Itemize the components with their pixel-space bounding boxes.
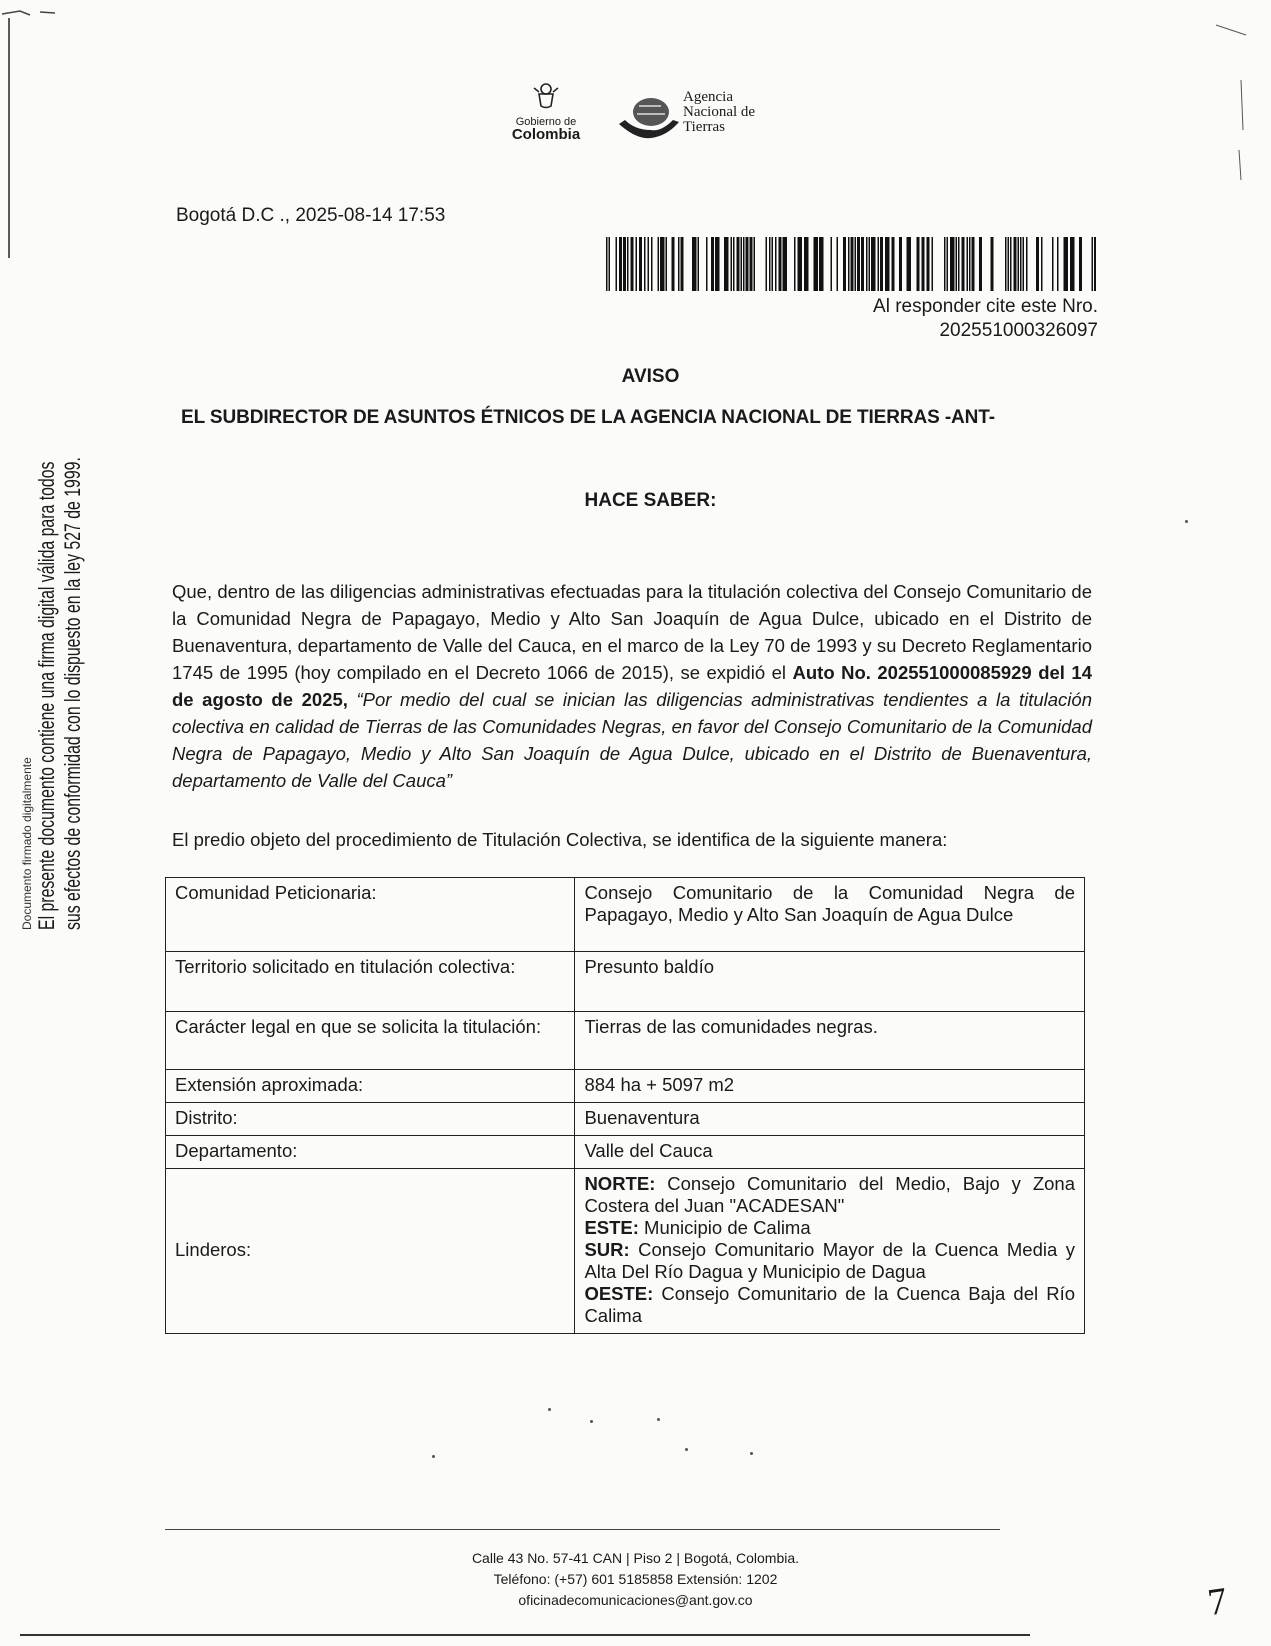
barcode-bar (1014, 237, 1017, 291)
barcode-bar (885, 237, 890, 291)
barcode-bar (769, 237, 771, 291)
barcode-bar (1064, 237, 1069, 291)
barcode-bar (1094, 237, 1096, 291)
barcode-bar (804, 237, 809, 291)
gob-line1: Gobierno de (515, 116, 577, 128)
barcode-bar (623, 237, 626, 291)
barcode-bar (1052, 237, 1054, 291)
handwritten-page-number: 7 (1205, 1579, 1230, 1625)
sur-label: SUR: (584, 1239, 630, 1260)
title-subdirector: EL SUBDIRECTOR DE ASUNTOS ÉTNICOS DE LA AGENCIA NACIONAL DE TIERRAS -ANT- (181, 407, 995, 428)
scan-dot (1185, 520, 1188, 523)
barcode-bar (956, 237, 958, 291)
barcode-bar (706, 237, 708, 291)
barcode-bar (866, 237, 868, 291)
barcode-bar (1026, 237, 1028, 291)
norte-text: Consejo Comunitario del Medio, Bajo y Zona Costera del Juan "ACADESAN" (584, 1173, 1075, 1216)
scan-dot (548, 1408, 551, 1411)
auto-quote: “Por medio del cual se inician las diligencias administrativas tendientes a la titulación colectiva en calidad de Tierras de las Comunidades Negras, en favor del Consejo Comunitario de la Comunidad Negra de Papagayo, Medio y Alto San Joaquín de Agua Dulce, ubicado en el Distrito de Buenaventura, departamento de Valle del Cauca” (172, 689, 1092, 791)
signature-notice-line1: El presente documento contiene una firma digital válida para todos (34, 461, 59, 930)
barcode-bar (1010, 237, 1012, 291)
scan-dot (750, 1452, 753, 1455)
barcode-bar (962, 237, 965, 291)
barcode-bar (741, 237, 743, 291)
row-label-territorio: Territorio solicitado en titulación colectiva: (166, 952, 575, 1012)
barcode-bar (979, 237, 982, 291)
scan-dot (432, 1455, 435, 1458)
barcode-bar (907, 237, 912, 291)
lindero-este (584, 1217, 1075, 1239)
row-label-caracter: Carácter legal en que se solicita la titulación: (166, 1012, 575, 1070)
table-row (166, 1070, 1085, 1103)
barcode-bar (724, 237, 729, 291)
barcode-bar (746, 237, 749, 291)
barcode-bar (660, 237, 665, 291)
barcode-bar (692, 237, 697, 291)
table-row (166, 1012, 1085, 1070)
property-info-table (165, 877, 1085, 1334)
barcode-bar (616, 237, 618, 291)
footer-email: oficinadecomunicaciones@ant.gov.co (518, 1592, 753, 1608)
barcode-bar (944, 237, 946, 291)
barcode-bar (837, 237, 839, 291)
este-text: Municipio de Calima (638, 1217, 811, 1238)
barcode-bar (991, 237, 994, 291)
barcode-bar (1036, 237, 1039, 291)
lindero-sur (584, 1239, 1075, 1283)
reference-number: 202551000326097 (939, 320, 1098, 341)
table-row (166, 952, 1085, 1012)
scan-dot (657, 1418, 660, 1421)
barcode-bar (917, 237, 920, 291)
gob-line2: Colombia (511, 126, 581, 143)
este-label: ESTE: (584, 1217, 639, 1238)
barcode-bar (922, 237, 925, 291)
table-row (166, 1103, 1085, 1136)
barcode-bar (627, 237, 629, 291)
barcode-bar (899, 237, 902, 291)
row-value-territorio: Presunto baldío (575, 952, 1085, 1012)
hands-earth-icon (617, 92, 681, 142)
barcode-bar (947, 237, 949, 291)
body-paragraph-1 (172, 578, 1092, 794)
scan-artifact-left-edge (8, 18, 10, 258)
barcode-bar (1057, 237, 1059, 291)
gobierno-colombia-logo (505, 80, 587, 150)
barcode-bar (644, 237, 646, 291)
barcode-bar (843, 237, 846, 291)
barcode-bar (715, 237, 720, 291)
agencia-nacional-tierras-logo (617, 90, 787, 145)
barcode-bar (851, 237, 854, 291)
footer-address: Calle 43 No. 57-41 CAN | Piso 2 | Bogotá, Colombia. (471, 1550, 800, 1566)
barcode (606, 237, 1096, 291)
barcode-bar (779, 237, 782, 291)
barcode-bar (754, 237, 756, 291)
ant-line2: Nacional de (683, 104, 756, 120)
barcode-bar (878, 237, 880, 291)
barcode-bar (631, 237, 634, 291)
scan-dot (590, 1420, 593, 1423)
barcode-bar (932, 237, 934, 291)
barcode-bar (969, 237, 971, 291)
barcode-bar (1018, 237, 1020, 291)
barcode-bar (783, 237, 788, 291)
barcode-bar (609, 237, 611, 291)
barcode-bar (861, 237, 864, 291)
body-paragraph-2: El predio objeto del procedimiento de Titulación Colectiva, se identifica de la siguiente manera: (172, 829, 948, 850)
ant-line3: Tierras (683, 119, 725, 135)
barcode-bar (857, 237, 860, 291)
date-line: Bogotá D.C ., 2025-08-14 17:53 (176, 205, 446, 226)
barcode-bar (733, 237, 735, 291)
footer-phone: Teléfono: (+57) 601 5185858 Extensión: 1202 (493, 1571, 778, 1587)
auto-number: Auto No. 202551000085929 del 14 de agosto de 2025, (172, 662, 1092, 710)
barcode-bar (639, 237, 642, 291)
row-value-caracter: Tierras de las comunidades negras. (575, 1012, 1085, 1070)
lindero-oeste (584, 1283, 1075, 1327)
row-label-comunidad: Comunidad Peticionaria: (166, 878, 575, 952)
barcode-bar (666, 237, 668, 291)
row-value-extension: 884 ha + 5097 m2 (575, 1070, 1085, 1103)
barcode-bar (648, 237, 650, 291)
barcode-bar (681, 237, 684, 291)
barcode-bar (737, 237, 740, 291)
row-value-linderos (575, 1169, 1085, 1334)
scan-artifact-top-mark (0, 8, 60, 18)
barcode-bar (831, 237, 833, 291)
barcode-bar (766, 237, 768, 291)
table-row (166, 1169, 1085, 1334)
barcode-bar (950, 237, 955, 291)
barcode-bar (814, 237, 819, 291)
barcode-bar (1020, 237, 1022, 291)
barcode-bar (619, 237, 622, 291)
barcode-bar (1023, 237, 1025, 291)
row-label-departamento: Departamento: (166, 1136, 575, 1169)
barcode-bar (672, 237, 675, 291)
barcode-bar (651, 237, 653, 291)
title-aviso: AVISO (621, 366, 680, 387)
scan-artifact-right-marks (1211, 20, 1251, 200)
signature-notice-line0: Documento firmado digitalmente (20, 757, 34, 930)
barcode-bar (848, 237, 850, 291)
barcode-bar (1008, 237, 1010, 291)
row-label-extension: Extensión aproximada: (166, 1070, 575, 1103)
barcode-bar (958, 237, 960, 291)
row-label-linderos: Linderos: (166, 1169, 575, 1334)
row-value-departamento: Valle del Cauca (575, 1136, 1085, 1169)
barcode-bar (972, 237, 975, 291)
barcode-bar (658, 237, 660, 291)
table-row (166, 1136, 1085, 1169)
barcode-bar (772, 237, 774, 291)
barcode-bar (606, 237, 608, 291)
norte-label: NORTE: (584, 1173, 656, 1194)
barcode-bar (1005, 237, 1007, 291)
barcode-bar (1079, 237, 1082, 291)
sur-text: Consejo Comunitario Mayor de la Cuenca Media y Alta Del Río Dagua y Municipio de Dagua (584, 1239, 1075, 1282)
row-label-distrito: Distrito: (166, 1103, 575, 1136)
scan-dot (685, 1448, 688, 1451)
barcode-bar (1041, 237, 1043, 291)
barcode-bar (711, 237, 714, 291)
barcode-bar (678, 237, 680, 291)
table-row (166, 878, 1085, 952)
paragraph-1-text: Que, dentro de las diligencias administrativas efectuadas para la titulación colectiva del Consejo Comunitario de la Comunidad Negra de Papagayo, Medio y Alto San Joaquín de Agua Dulce, ubicado en el Distrito de Buenaventura, departamento de Valle del Cauca, en el marco de la Ley 70 de 1993 y su Decreto Reglamentario 1745 de 1995 (hoy compilado en el Decreto 1066 de 2015), se expidió el (172, 581, 1092, 683)
barcode-bar (819, 237, 824, 291)
signature-notice-line2: sus efectos de conformidad con lo dispuesto en la ley 527 de 1999. (60, 457, 85, 930)
title-hace-saber: HACE SABER: (584, 490, 717, 511)
barcode-bar (1070, 237, 1075, 291)
barcode-bar (871, 237, 876, 291)
barcode-bar (1092, 237, 1094, 291)
ant-line1: Agencia (683, 89, 733, 105)
barcode-bar (794, 237, 796, 291)
barcode-bar (869, 237, 871, 291)
barcode-bar (750, 237, 753, 291)
footer-divider (165, 1529, 1000, 1530)
barcode-bar (927, 237, 930, 291)
oeste-text: Consejo Comunitario de la Cuenca Baja del Río Calima (584, 1283, 1075, 1326)
barcode-bar (636, 237, 638, 291)
barcode-bar (731, 237, 733, 291)
row-value-comunidad: Consejo Comunitario de la Comunidad Negra de Papagayo, Medio y Alto San Joaquín de Agua Dulce (575, 878, 1085, 952)
barcode-bar (855, 237, 857, 291)
footer (0, 1548, 1271, 1611)
barcode-bar (698, 237, 700, 291)
barcode-bar (798, 237, 803, 291)
colombia-coat-of-arms-icon (531, 80, 561, 110)
scan-artifact-bottom-edge (20, 1634, 1030, 1636)
barcode-bar (880, 237, 883, 291)
barcode-bar (743, 237, 745, 291)
reference-label: Al responder cite este Nro. (873, 296, 1098, 317)
digital-signature-notice (20, 290, 100, 930)
barcode-bar (892, 237, 895, 291)
row-value-distrito: Buenaventura (575, 1103, 1085, 1136)
barcode-bar (967, 237, 969, 291)
oeste-label: OESTE: (584, 1283, 654, 1304)
lindero-norte (584, 1173, 1075, 1217)
barcode-bar (775, 237, 777, 291)
